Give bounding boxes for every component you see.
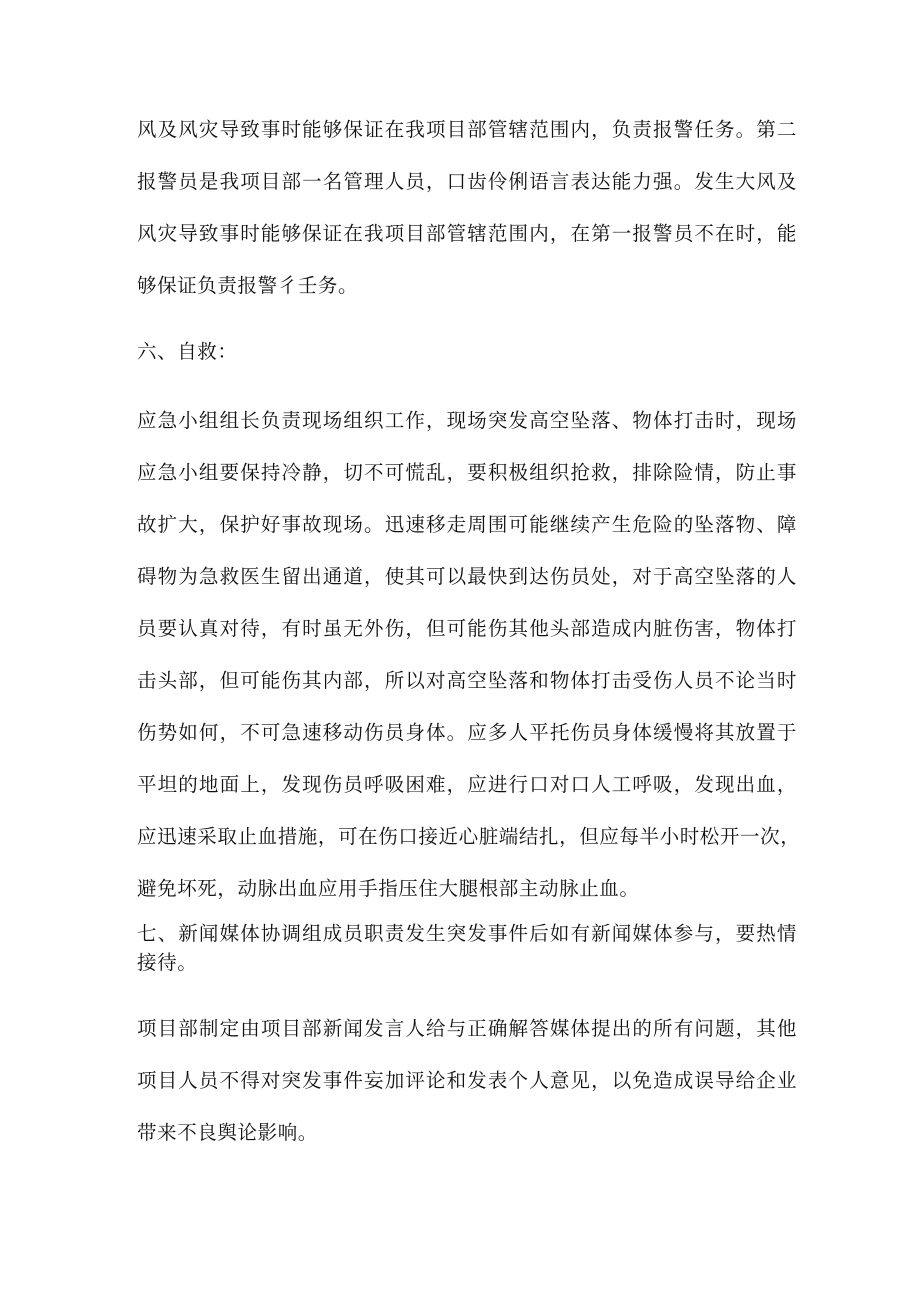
paragraph-line: 风灾导致事时能够保证在我项目部管辖范围内，在第一报警员不在时，能 xyxy=(137,222,797,245)
paragraph-media-response xyxy=(137,1019,797,1175)
paragraph-line: 碍物为急救医生留出通道，使其可以最快到达伤员处，对于高空坠落的人 xyxy=(137,565,797,588)
paragraph-line: 风及风灾导致事时能够保证在我项目部管辖范围内，负责报警任务。第二 xyxy=(137,118,797,141)
section-heading-self-rescue xyxy=(137,342,797,362)
paragraph-line: 故扩大，保护好事故现场。迅速移走周围可能继续产生危险的坠落物、障 xyxy=(137,513,797,536)
section-heading: 六、自救： xyxy=(137,340,238,363)
section-heading-media-coordination xyxy=(137,924,797,982)
section-heading-line: 七、新闻媒体协调组成员职责发生突发事件后如有新闻媒体参与，要热情 xyxy=(137,922,797,945)
paragraph-line: 应急小组组长负责现场组织工作，现场突发高空坠落、物体打击时，现场 xyxy=(137,409,797,432)
paragraph-line: 员要认真对待，有时虽无外伤，但可能伤其他头部造成内脏伤害，物体打 xyxy=(137,617,797,640)
paragraph-line: 带来不良舆论影响。 xyxy=(137,1121,318,1144)
paragraph-line: 项目人员不得对突发事件妄加评论和发表个人意见，以免造成误导给企业 xyxy=(137,1069,797,1092)
paragraph-line: 项目部制定由项目部新闻发言人给与正确解答媒体提出的所有问题，其他 xyxy=(137,1017,797,1040)
paragraph-line: 应急小组要保持冷静，切不可慌乱，要积极组织抢救，排除险情，防止事 xyxy=(137,461,797,484)
paragraph-line: 应迅速采取止血措施，可在伤口接近心脏端结扎，但应每半小时松开一次， xyxy=(137,825,801,848)
paragraph-alarm-duty xyxy=(137,120,797,328)
paragraph-line: 报警员是我项目部一名管理人员，口齿伶俐语言表达能力强。发生大风及 xyxy=(137,170,797,193)
paragraph-line: 避免坏死，动脉出血应用手指压住大腿根部主动脉止血。 xyxy=(137,877,640,900)
paragraph-line: 伤势如何，不可急速移动伤员身体。应多人平托伤员身体缓慢将其放置于 xyxy=(137,721,797,744)
paragraph-line: 够保证负责报警彳壬务。 xyxy=(137,274,359,297)
section-heading-line: 接待。 xyxy=(137,951,198,974)
paragraph-line: 平坦的地面上，发现伤员呼吸困难，应进行口对口人工呼吸，发现出血， xyxy=(137,773,797,796)
paragraph-self-rescue xyxy=(137,409,801,931)
paragraph-line: 击头部，但可能伤其内部，所以对高空坠落和物体打击受伤人员不论当时 xyxy=(137,669,797,692)
